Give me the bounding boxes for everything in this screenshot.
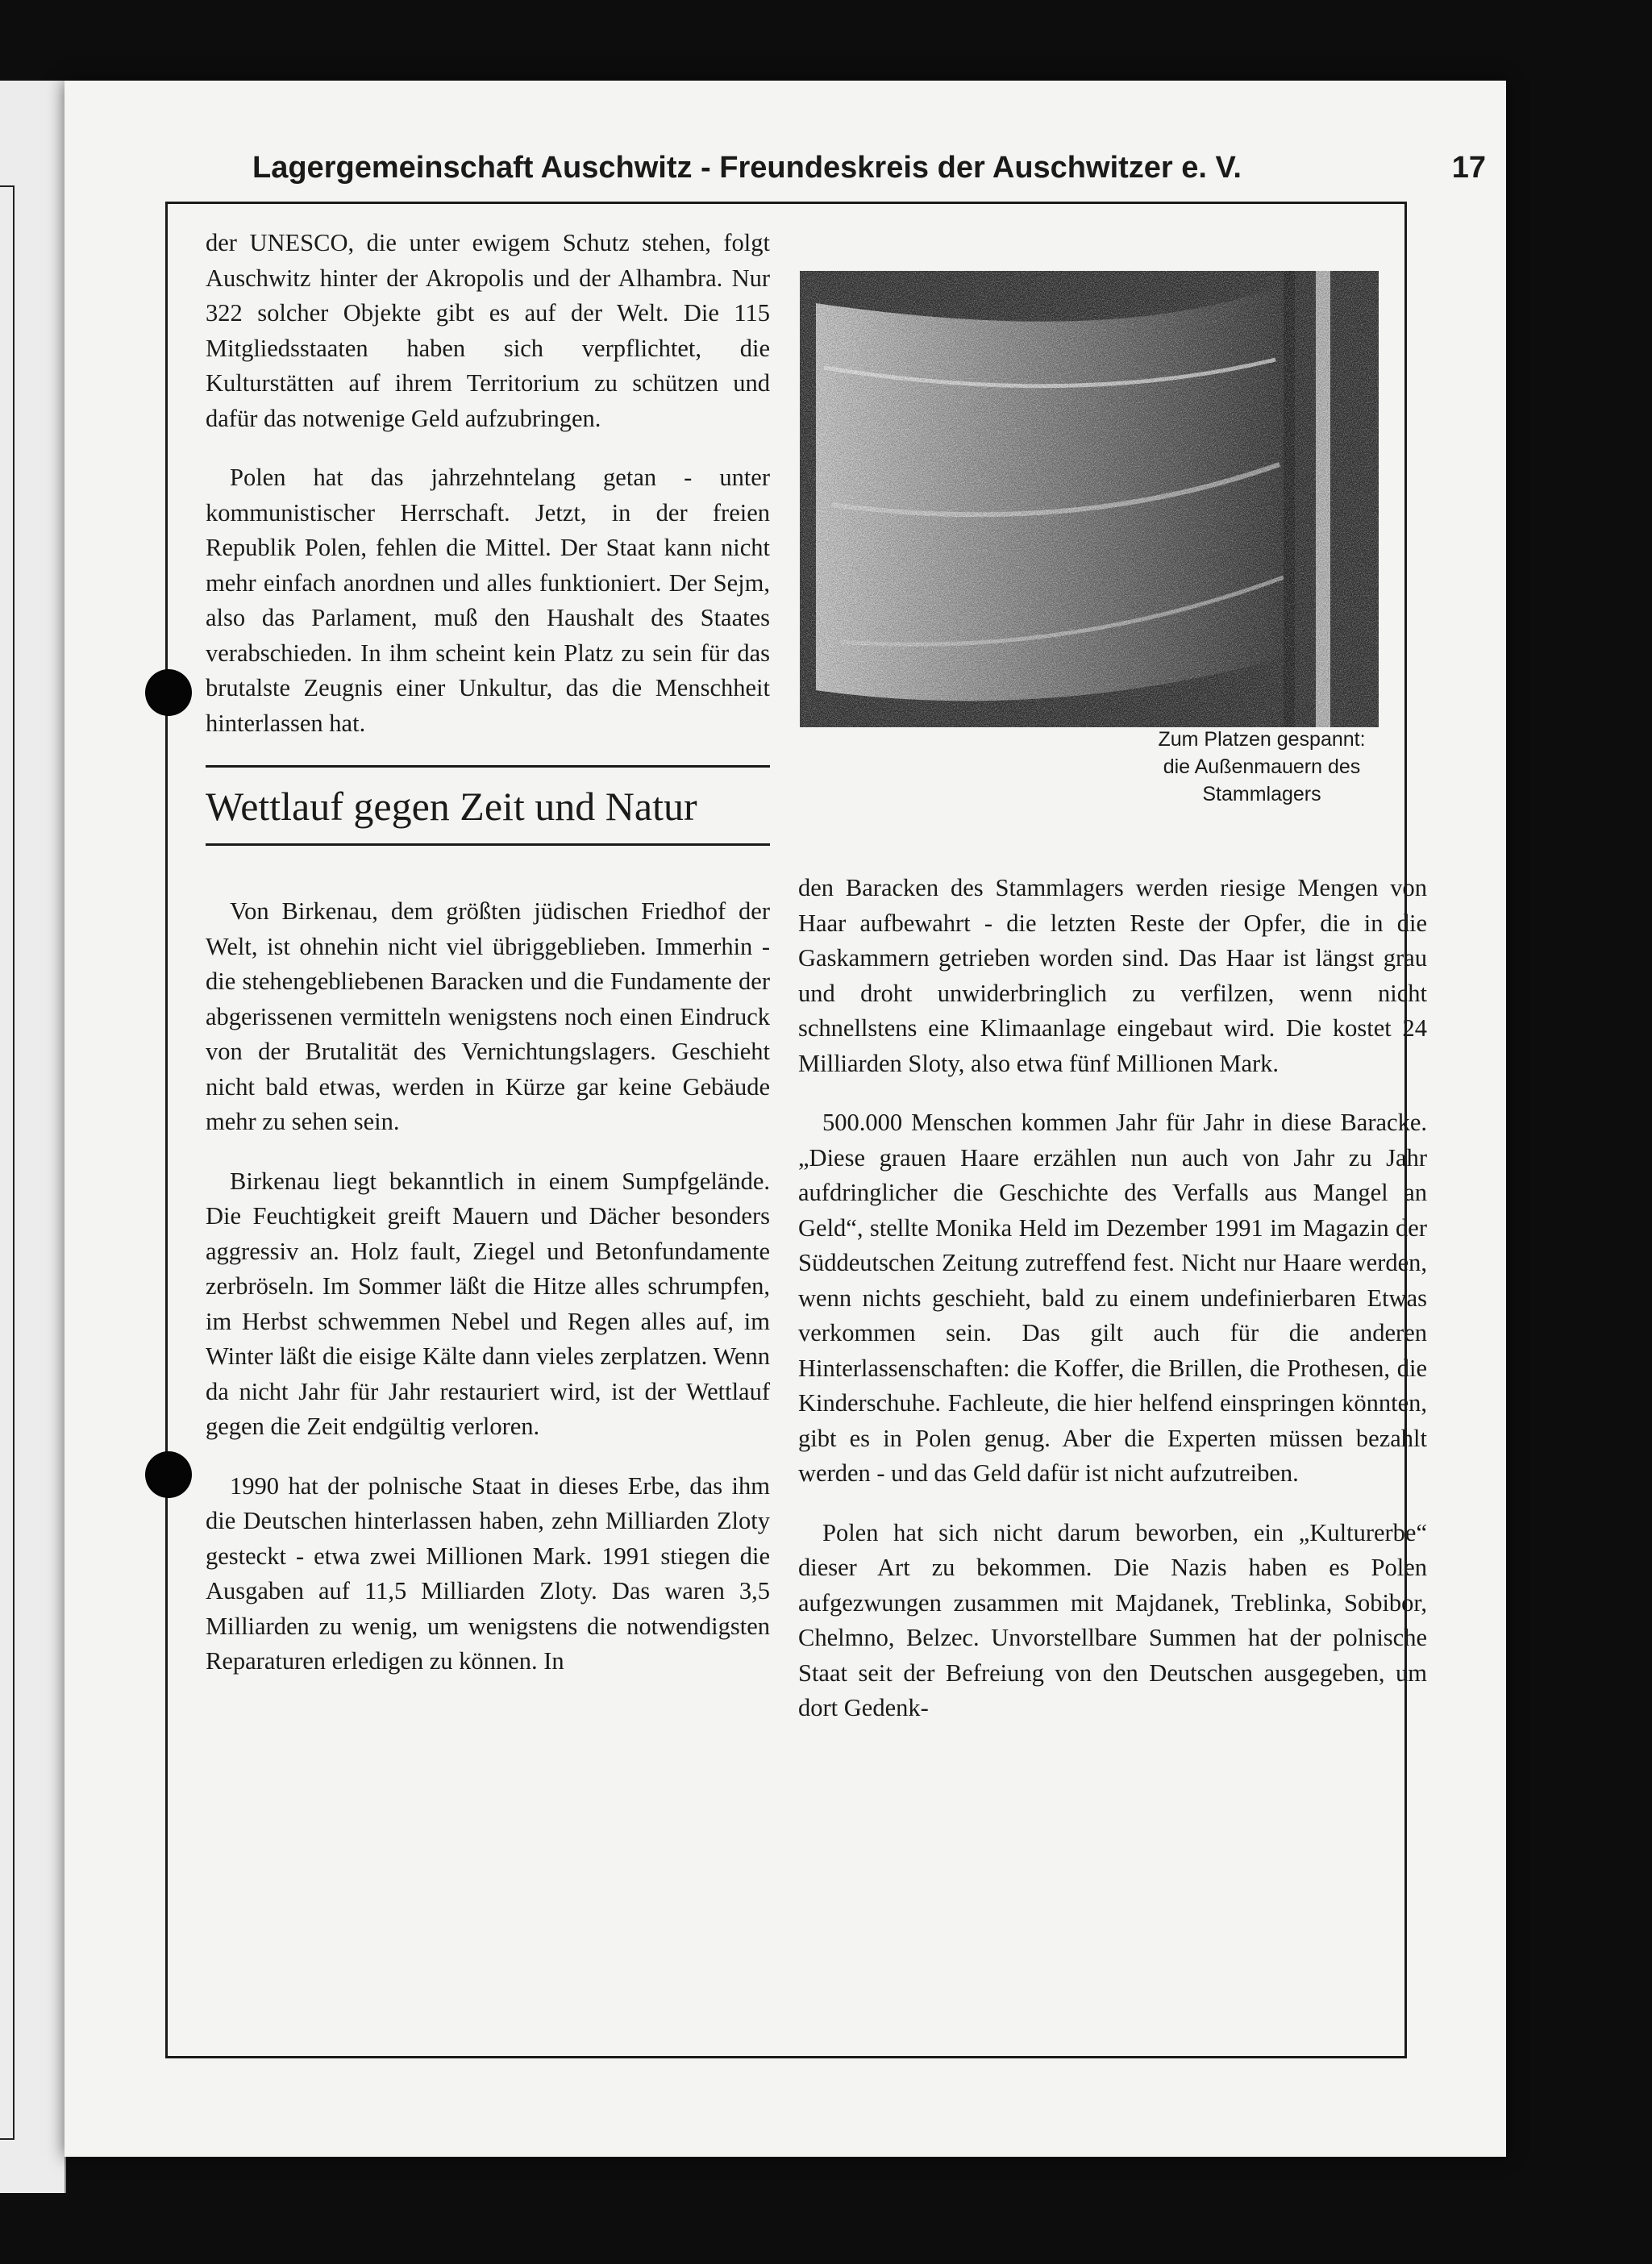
paragraph: Polen hat sich nicht darum beworben, ein „Kulturerbe“ dieser Art zu bekommen. Die Nazis haben es Polen aufgezwungen zusammen mit Majdanek, Treblinka, Sobibor, Chelmno, Belzec. Unvorstellbare Summen hat der polnische Staat seit der Befreiung von den Deutschen ausgegeben, um dort Gedenk- xyxy=(798,1518,1427,1721)
left-column xyxy=(206,226,770,1704)
document-page xyxy=(64,81,1506,2157)
section-rule-bottom xyxy=(206,843,770,846)
header-title: Lagergemeinschaft Auschwitz - Freundeskreis der Auschwitzer e. V. xyxy=(252,151,1242,185)
paragraph: 1990 hat der polnische Staat in dieses Erbe, das ihm die Deutschen hinterlassen haben, zehn Milliarden Zloty gesteckt - etwa zwei Millionen Mark. 1991 stiegen die Ausgaben auf 11,5 Milliarden Zloty. Das waren 3,5 Milliarden zu wenig, um wenigstens die notwendigsten Reparaturen erledigen zu können. In xyxy=(206,1471,770,1675)
barracks-wall-photo xyxy=(800,271,1379,727)
running-header xyxy=(252,151,1486,199)
facing-page-frame xyxy=(0,185,15,2140)
paragraph: Polen hat das jahrzehntelang getan - unter kommunistischer Herrschaft. Jetzt, in der freien Republik Polen, fehlen die Mittel. Der Staat kann nicht mehr einfach anordnen und alles funktioniert. Der Sejm, also das Parlament, muß den Haushalt des Staates verabschieden. In ihm scheint kein Platz zu sein für das brutalste Zeugnis einer Unkultur, das die Menschheit hinterlassen hat. xyxy=(206,464,770,737)
binder-hole-lower xyxy=(145,1451,192,1498)
spacer xyxy=(206,870,770,894)
facing-page-edge xyxy=(0,81,66,2193)
photo-caption: Zum Platzen gespannt: die Außenmauern des Stammlagers xyxy=(1158,728,1366,805)
barracks-wall-photo-graphic xyxy=(800,271,1379,727)
paragraph: der UNESCO, die unter ewigem Schutz stehen, folgt Auschwitz hinter der Akropolis und der Alhambra. Nur 322 solcher Objekte gibt es auf der Welt. Die 115 Mitgliedsstaaten haben sich verpflichtet, die Kulturstätten auf ihrem Territorium zu schützen und dafür das notwenige Geld aufzubringen. xyxy=(206,229,770,432)
section-heading: Wettlauf gegen Zeit und Natur xyxy=(206,784,697,829)
paragraph: Von Birkenau, dem größten jüdischen Friedhof der Welt, ist ohnehin nicht viel übriggeblieben. Immerhin - die stehengebliebenen Baracken und die Fundamente der abgerissenen vermitteln wenigstens noch einen Eindruck von der Brutalität des Vernichtungslagers. Geschieht nicht bald etwas, werden in Kürze gar keine Gebäude mehr zu sehen sein. xyxy=(206,897,770,1135)
paragraph: den Baracken des Stammlagers werden riesige Mengen von Haar aufbewahrt - die letzten Reste der Opfer, die in die Gaskammern getrieben worden sind. Das Haar ist längst grau und droht unwiderbringlich zu verfilzen, wenn nicht schnellstens eine Klimaanlage eingebaut wird. Die kostet 24 Milliarden Sloty, also etwa fünf Millionen Mark. xyxy=(798,874,1427,1077)
section-rule-top xyxy=(206,765,770,768)
paragraph: Birkenau liegt bekanntlich in einem Sumpfgelände. Die Feuchtigkeit greift Mauern und Dächer besonders aggressiv an. Holz fault, Ziegel und Betonfundamente zerbröseln. Im Sommer läßt die Hitze alles schrumpfen, im Herbst schwemmen Nebel und Regen alles auf, im Winter läßt die eisige Kälte dann vieles zerplatzen. Wenn da nicht Jahr für Jahr restauriert wird, ist der Wettlauf gegen die Zeit endgültig verloren. xyxy=(206,1167,770,1440)
page-number: 17 xyxy=(1451,151,1486,185)
binder-hole-upper xyxy=(145,669,192,716)
right-column xyxy=(798,871,1427,1750)
paragraph: 500.000 Menschen kommen Jahr für Jahr in diese Baracke. „Diese grauen Haare erzählen nun auch von Jahr zu Jahr aufdringlicher die Geschichte des Verfalls aus Mangel an Geld“, stellte Monika Held im Dezember 1991 im Magazin der Süddeutschen Zeitung zutreffend fest. Nicht nur Haare werden, wenn nichts geschieht, bald zu einem undefinierbaren Etwas verkommen sein. Das gilt auch für die anderen Hinterlassenschaften: die Koffer, die Brillen, die Prothesen, die Kinderschuhe. Fachleute, die hier helfend einspringen könnten, gibt es in Polen genug. Aber die Experten müssen bezahlt werden - und das Geld dafür ist nicht aufzutreiben. xyxy=(798,1109,1427,1487)
